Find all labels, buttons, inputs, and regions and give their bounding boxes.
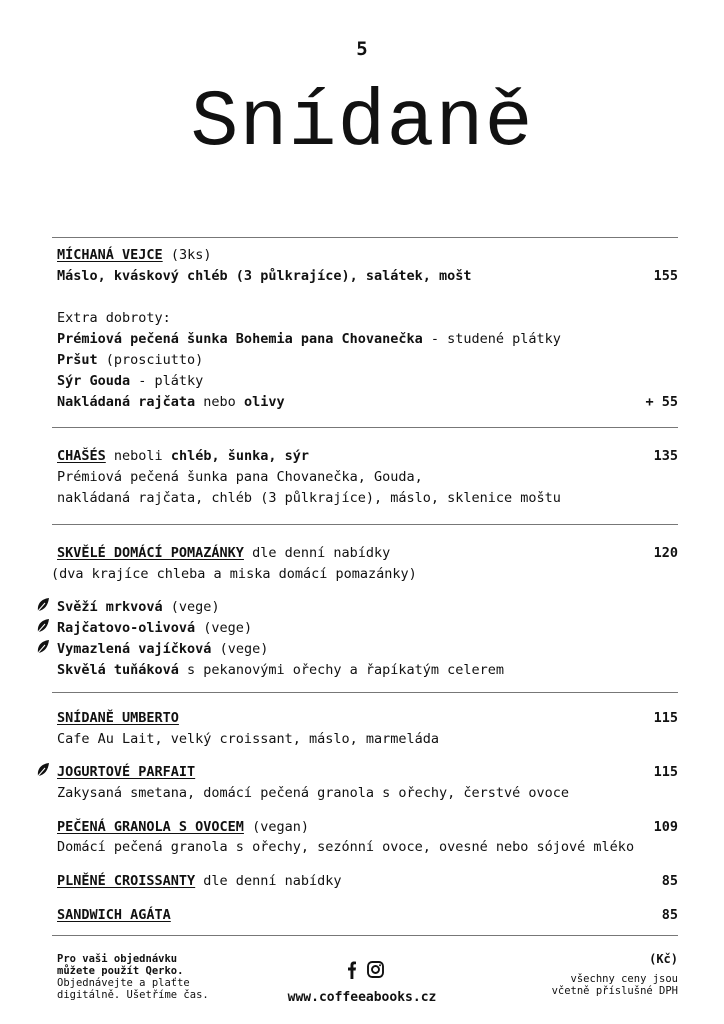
spread-item — [57, 619, 678, 637]
footer-text: digitálně. Ušetříme čas. — [57, 989, 209, 1001]
extra-item — [57, 372, 678, 390]
page-title: Snídaně — [190, 78, 534, 169]
extra-name: Pršut — [57, 352, 98, 368]
extras-label — [57, 309, 678, 327]
menu-item-croissanty — [57, 872, 678, 890]
item-name: MÍCHANÁ VEJCE — [57, 247, 163, 263]
item-price: 155 — [653, 268, 678, 284]
item-name: PLNĚNÉ CROISSANTY — [57, 873, 196, 889]
divider — [52, 427, 678, 428]
item-price: 120 — [653, 545, 678, 561]
item-price: 115 — [653, 764, 678, 780]
spread-name: Svěží mrkvová — [57, 599, 163, 615]
spread-note: (vege) — [195, 620, 253, 636]
page-number: 5 — [356, 38, 368, 60]
item-price: 85 — [661, 873, 678, 889]
leaf-icon — [36, 597, 50, 613]
item-subtitle: chléb, šunka, sýr — [170, 448, 309, 464]
menu-item-granola — [57, 818, 678, 836]
item-description: Zakysaná smetana, domácí pečená granola s ořechy, čerstvé ovoce — [57, 785, 570, 801]
extra-note: - studené plátky — [422, 331, 561, 347]
leaf-icon — [36, 639, 50, 655]
item-connector: neboli — [105, 448, 171, 464]
item-name: CHAŠÉS — [57, 448, 106, 464]
item-note: (vegan) — [243, 819, 309, 835]
item-name: PEČENÁ GRANOLA S OVOCEM — [57, 819, 244, 835]
item-description-row — [57, 267, 678, 285]
menu-item-umberto — [57, 709, 678, 727]
extra-item — [57, 330, 678, 348]
spread-name: Vymazlená vajíčková — [57, 641, 212, 657]
leaf-icon — [36, 762, 50, 778]
extra-item — [57, 351, 678, 369]
item-name: JOGURTOVÉ PARFAIT — [57, 764, 196, 780]
footer-price-note — [552, 953, 678, 997]
item-price: 135 — [653, 448, 678, 464]
spread-note: (vege) — [162, 599, 220, 615]
item-description: Máslo, kváskový chléb (3 půlkrajíce), salátek, mošt — [57, 268, 472, 284]
footer-text: všechny ceny jsou — [570, 973, 678, 985]
divider — [52, 524, 678, 525]
extra-item — [57, 393, 678, 411]
extras-label-text: Extra dobroty: — [57, 310, 171, 326]
social-icons — [343, 959, 387, 981]
instagram-icon[interactable] — [368, 962, 383, 977]
item-price: 115 — [653, 710, 678, 726]
spread-name: Skvělá tuňáková — [57, 662, 179, 678]
divider — [52, 237, 678, 238]
currency-label: (Kč) — [649, 952, 678, 966]
leaf-icon — [36, 618, 50, 634]
footer-text: Pro vaši objednávku — [57, 953, 178, 965]
item-qty: (3ks) — [170, 247, 212, 263]
divider — [52, 935, 678, 936]
extra-name: Sýr Gouda — [57, 373, 131, 389]
menu-item-agata — [57, 906, 678, 924]
divider — [52, 692, 678, 693]
item-name: SANDWICH AGÁTA — [57, 907, 171, 923]
item-description: Cafe Au Lait, velký croissant, máslo, marmeláda — [57, 731, 440, 747]
item-description: Prémiová pečená šunka pana Chovanečka, Gouda, — [57, 469, 423, 485]
item-description: Domácí pečená granola s ořechy, sezónní ovoce, ovesné nebo sójové mléko — [57, 839, 635, 855]
spread-item — [57, 640, 678, 658]
item-name: SKVĚLÉ DOMÁCÍ POMAZÁNKY — [57, 545, 244, 561]
extra-note: (prosciutto) — [97, 352, 204, 368]
extras-price: + 55 — [645, 394, 678, 410]
item-price: 85 — [661, 907, 678, 923]
extra-connector: nebo — [195, 394, 244, 410]
extra-name: Nakládaná rajčata — [57, 394, 196, 410]
extra-name: olivy — [243, 394, 285, 410]
item-note: dle denní nabídky — [195, 873, 342, 889]
item-description: nakládaná rajčata, chléb (3 půlkrajíce), máslo, sklenice moštu — [57, 490, 561, 506]
item-price: 109 — [653, 819, 678, 835]
footer-text: včetně příslušné DPH — [551, 985, 678, 997]
spread-note: s pekanovými ořechy a řapíkatým celerem — [178, 662, 505, 678]
spread-item — [57, 598, 678, 616]
website-link[interactable]: www.coffeeabooks.cz — [287, 990, 437, 1005]
spread-item — [57, 661, 678, 679]
facebook-icon[interactable] — [348, 962, 356, 980]
footer-text: Objednávejte a plaťte — [57, 977, 190, 989]
item-description: (dva krajíce chleba a miska domácí pomazánky) — [51, 566, 417, 582]
item-note: dle denní nabídky — [243, 545, 391, 561]
spread-name: Rajčatovo-olivová — [57, 620, 196, 636]
menu-item-pomazanky — [57, 544, 678, 562]
menu-item-chases — [57, 447, 678, 465]
item-name: SNÍDANĚ UMBERTO — [57, 710, 179, 726]
spread-note: (vege) — [211, 641, 269, 657]
extra-name: Prémiová pečená šunka Bohemia pana Chovanečka — [57, 331, 423, 347]
menu-item-michana-vejce — [57, 246, 678, 264]
footer-text: můžete použít Qerko. — [57, 965, 184, 977]
extra-note: - plátky — [130, 373, 204, 389]
menu-item-parfait — [57, 763, 678, 781]
